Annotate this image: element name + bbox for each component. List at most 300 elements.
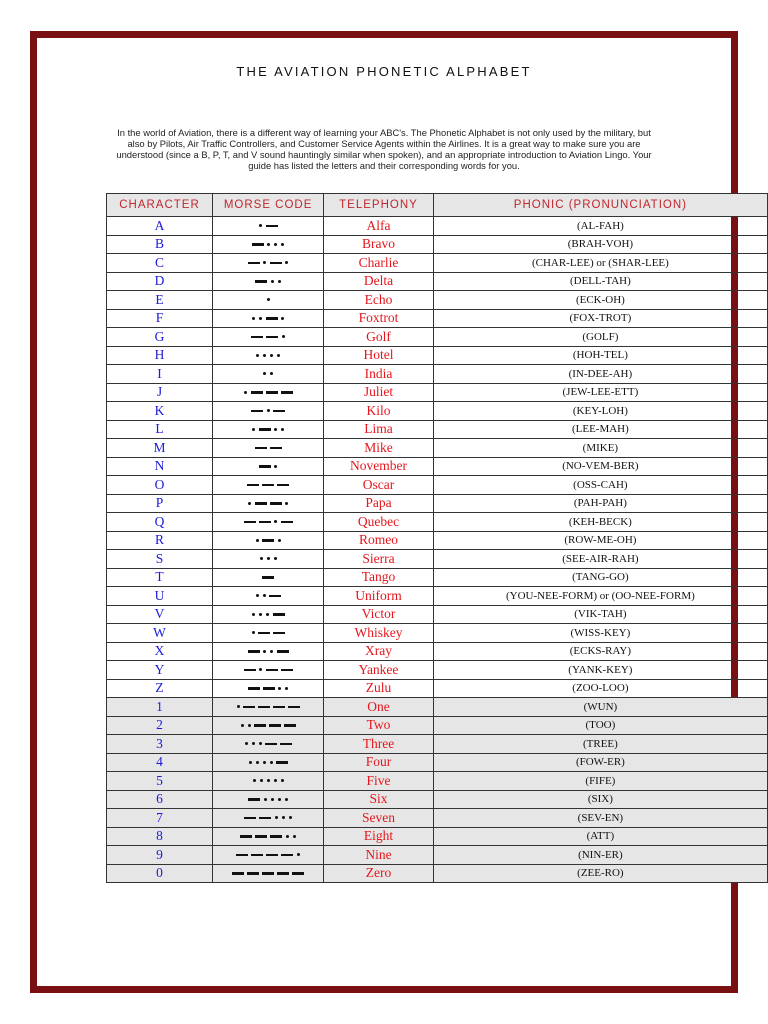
morse-code-cell [213,328,324,347]
morse-dash [281,521,293,524]
telephony-cell: Five [324,772,434,791]
phonic-cell: (YOU-NEE-FORM) or (OO-NEE-FORM) [433,587,767,606]
morse-dot [263,594,266,597]
morse-dash [262,576,274,579]
table-row [107,624,768,643]
morse-dash [255,280,267,283]
header-character: CHARACTER [107,194,213,217]
table-row [107,735,768,754]
telephony-cell: Delta [324,272,434,291]
morse-dash [277,872,289,875]
character-cell: 2 [107,716,213,735]
morse-dash [265,743,277,746]
morse-dash [273,613,285,616]
character-cell: I [107,365,213,384]
telephony-cell: Quebec [324,513,434,532]
table-row [107,476,768,495]
table-row [107,254,768,273]
morse-dot [252,428,255,431]
morse-dot [285,687,288,690]
morse-dash [269,595,281,598]
character-cell: W [107,624,213,643]
morse-dash [262,872,274,875]
telephony-cell: Romeo [324,531,434,550]
telephony-cell: Lima [324,420,434,439]
morse-dot [256,539,259,542]
table-row [107,383,768,402]
table-row [107,809,768,828]
morse-dot [248,724,251,727]
telephony-cell: Oscar [324,476,434,495]
morse-dot [274,520,277,523]
telephony-cell: Six [324,790,434,809]
telephony-cell: Foxtrot [324,309,434,328]
telephony-cell: Sierra [324,550,434,569]
morse-dash [247,484,259,487]
morse-code-cell [213,346,324,365]
morse-dot [241,724,244,727]
morse-code-cell [213,846,324,865]
telephony-cell: Zulu [324,679,434,698]
morse-dot [260,779,263,782]
character-cell: L [107,420,213,439]
character-cell: X [107,642,213,661]
morse-code-cell [213,772,324,791]
morse-dash [251,391,263,394]
morse-dash [243,706,255,709]
telephony-cell: Bravo [324,235,434,254]
morse-code-cell [213,642,324,661]
morse-dash [258,632,270,635]
morse-code-cell [213,309,324,328]
morse-dash [244,817,256,820]
morse-dash [252,243,264,246]
morse-dot [274,779,277,782]
morse-dash [288,706,300,709]
table-row [107,291,768,310]
morse-dot [252,317,255,320]
phonic-cell: (IN-DEE-AH) [433,365,767,384]
morse-dot [263,354,266,357]
table-row [107,346,768,365]
morse-code-cell [213,587,324,606]
morse-code-cell [213,420,324,439]
morse-dot [270,761,273,764]
morse-dot [285,502,288,505]
character-cell: A [107,217,213,236]
morse-code-cell [213,809,324,828]
telephony-cell: Eight [324,827,434,846]
table-row [107,550,768,569]
morse-dot [259,668,262,671]
morse-code-cell [213,383,324,402]
character-cell: N [107,457,213,476]
morse-dash [284,724,296,727]
phonic-cell: (MIKE) [433,439,767,458]
morse-dot [249,761,252,764]
character-cell: J [107,383,213,402]
morse-dot [267,409,270,412]
morse-dash [254,724,266,727]
telephony-cell: Echo [324,291,434,310]
character-cell: D [107,272,213,291]
morse-dot [244,391,247,394]
character-cell: R [107,531,213,550]
morse-dot [267,298,270,301]
header-phonic: PHONIC (PRONUNCIATION) [433,194,767,217]
morse-dot [282,816,285,819]
character-cell: 0 [107,864,213,883]
morse-code-cell [213,661,324,680]
morse-dash [273,410,285,413]
morse-dot [271,798,274,801]
telephony-cell: Xray [324,642,434,661]
morse-dash [240,835,252,838]
morse-dot [274,465,277,468]
character-cell: Z [107,679,213,698]
table-row [107,587,768,606]
telephony-cell: Yankee [324,661,434,680]
morse-code-cell [213,494,324,513]
morse-code-cell [213,698,324,717]
morse-dash [255,835,267,838]
table-row [107,494,768,513]
page-title: THE AVIATION PHONETIC ALPHABET [236,64,532,79]
character-cell: U [107,587,213,606]
telephony-cell: Charlie [324,254,434,273]
morse-dot [286,835,289,838]
telephony-cell: Whiskey [324,624,434,643]
morse-dash [292,872,304,875]
morse-dot [259,742,262,745]
telephony-cell: Two [324,716,434,735]
character-cell: P [107,494,213,513]
character-cell: 7 [107,809,213,828]
phonic-cell: (TANG-GO) [433,568,767,587]
morse-dash [280,743,292,746]
character-cell: O [107,476,213,495]
morse-code-cell [213,605,324,624]
telephony-cell: Alfa [324,217,434,236]
morse-dot [263,261,266,264]
character-cell: V [107,605,213,624]
morse-dot [263,761,266,764]
phonic-cell: (OSS-CAH) [433,476,767,495]
morse-dot [285,261,288,264]
table-row [107,328,768,347]
table-body [107,217,768,883]
phonic-cell: (BRAH-VOH) [433,235,767,254]
phonic-cell: (WUN) [433,698,767,717]
phonic-cell: (FOX-TROT) [433,309,767,328]
intro-paragraph: In the world of Aviation, there is a different way of learning your ABC's. The Phonetic Alphabet is not only used by the military, but also by Pilots, Air Traffic Controllers, and Customer Service Agents within the Airlines. It is a great way to make sure you are understood (since a B, P, T, and V sound hauntingly similar when spoken), and an appropriate introduction to Aviation Lingo. Your guide has listed the letters and their corresponding words for you. [116,127,652,171]
header-morse-code: MORSE CODE [213,194,324,217]
table-row [107,642,768,661]
table-row [107,605,768,624]
morse-dash [248,650,260,653]
morse-dash [281,854,293,857]
character-cell: K [107,402,213,421]
morse-code-cell [213,457,324,476]
telephony-cell: Victor [324,605,434,624]
phonic-cell: (SIX) [433,790,767,809]
table-row [107,568,768,587]
table-row [107,457,768,476]
morse-dash [244,521,256,524]
morse-dash [266,854,278,857]
morse-dot [285,798,288,801]
character-cell: H [107,346,213,365]
phonic-cell: (ROW-ME-OH) [433,531,767,550]
morse-code-cell [213,864,324,883]
telephony-cell: Zero [324,864,434,883]
morse-code-cell [213,790,324,809]
morse-dot [270,354,273,357]
morse-dot [297,853,300,856]
morse-dash [269,724,281,727]
morse-dot [281,428,284,431]
morse-dash [248,262,260,265]
phonic-cell: (ZOO-LOO) [433,679,767,698]
morse-dot [293,835,296,838]
telephony-cell: One [324,698,434,717]
morse-dot [259,613,262,616]
morse-dot [289,816,292,819]
table-row [107,235,768,254]
morse-dot [274,428,277,431]
phonic-cell: (FOW-ER) [433,753,767,772]
morse-dash [248,687,260,690]
morse-dash [262,539,274,542]
morse-dash [259,521,271,524]
morse-code-cell [213,217,324,236]
table-row [107,531,768,550]
phonic-cell: (KEY-LOH) [433,402,767,421]
character-cell: T [107,568,213,587]
telephony-cell: India [324,365,434,384]
table-row [107,217,768,236]
morse-dot [281,243,284,246]
morse-dash [251,854,263,857]
morse-dash [266,669,278,672]
phonic-cell: (DELL-TAH) [433,272,767,291]
morse-dash [273,706,285,709]
morse-dash [248,798,260,801]
morse-code-cell [213,402,324,421]
telephony-cell: Hotel [324,346,434,365]
morse-dot [263,372,266,375]
phonic-cell: (GOLF) [433,328,767,347]
character-cell: C [107,254,213,273]
morse-dash [255,502,267,505]
character-cell: B [107,235,213,254]
morse-dash [266,317,278,320]
morse-dash [266,391,278,394]
morse-dash [270,262,282,265]
table-row [107,790,768,809]
morse-code-cell [213,753,324,772]
character-cell: E [107,291,213,310]
phonetic-alphabet-table [106,193,768,883]
morse-dot [281,317,284,320]
phonic-cell: (VIK-TAH) [433,605,767,624]
phonic-cell: (ECKS-RAY) [433,642,767,661]
table-header-row [107,194,768,217]
morse-code-cell [213,550,324,569]
table-row [107,698,768,717]
table-row [107,846,768,865]
phonic-cell: (FIFE) [433,772,767,791]
morse-code-cell [213,476,324,495]
telephony-cell: Three [324,735,434,754]
telephony-cell: Kilo [324,402,434,421]
morse-code-cell [213,254,324,273]
morse-dot [270,372,273,375]
morse-dash [266,225,278,228]
morse-dash [251,336,263,339]
character-cell: 4 [107,753,213,772]
table-row [107,420,768,439]
morse-dot [256,594,259,597]
morse-dot [267,243,270,246]
morse-dash [255,447,267,450]
morse-dash [263,687,275,690]
morse-dot [278,280,281,283]
morse-dash [277,650,289,653]
morse-dot [253,779,256,782]
morse-dash [277,484,289,487]
phonic-cell: (TOO) [433,716,767,735]
telephony-cell: Four [324,753,434,772]
morse-code-cell [213,235,324,254]
morse-dot [270,650,273,653]
morse-code-cell [213,531,324,550]
table-row [107,272,768,291]
character-cell: 1 [107,698,213,717]
morse-dot [281,779,284,782]
table-row [107,753,768,772]
morse-dash [259,428,271,431]
morse-dash [251,410,263,413]
telephony-cell: Tango [324,568,434,587]
morse-code-cell [213,735,324,754]
morse-code-cell [213,439,324,458]
phonic-cell: (SEE-AIR-RAH) [433,550,767,569]
morse-dash [273,632,285,635]
character-cell: Q [107,513,213,532]
morse-dot [274,243,277,246]
morse-dash [270,502,282,505]
morse-dash [270,835,282,838]
morse-dash [266,336,278,339]
morse-dot [271,280,274,283]
morse-dot [263,650,266,653]
morse-dash [270,447,282,450]
morse-dot [252,742,255,745]
morse-dash [258,706,270,709]
morse-dot [248,502,251,505]
morse-dot [282,335,285,338]
character-cell: 3 [107,735,213,754]
telephony-cell: Mike [324,439,434,458]
morse-dot [274,557,277,560]
character-cell: F [107,309,213,328]
morse-dot [259,317,262,320]
morse-code-cell [213,513,324,532]
morse-dash [244,669,256,672]
phonic-cell: (NIN-ER) [433,846,767,865]
character-cell: 6 [107,790,213,809]
morse-dash [247,872,259,875]
phonic-cell: (PAH-PAH) [433,494,767,513]
morse-dash [276,761,288,764]
morse-dot [278,539,281,542]
morse-dot [275,816,278,819]
phonic-cell: (CHAR-LEE) or (SHAR-LEE) [433,254,767,273]
telephony-cell: Uniform [324,587,434,606]
phonic-cell: (YANK-KEY) [433,661,767,680]
morse-dot [259,224,262,227]
phonic-cell: (TREE) [433,735,767,754]
character-cell: S [107,550,213,569]
morse-dot [252,631,255,634]
telephony-cell: Nine [324,846,434,865]
phonic-cell: (AL-FAH) [433,217,767,236]
morse-code-cell [213,716,324,735]
table-row [107,827,768,846]
morse-dash [281,669,293,672]
morse-dot [252,613,255,616]
morse-dot [256,354,259,357]
morse-dash [259,465,271,468]
morse-code-cell [213,291,324,310]
morse-code-cell [213,679,324,698]
character-cell: 8 [107,827,213,846]
phonic-cell: (KEH-BECK) [433,513,767,532]
morse-dot [267,557,270,560]
morse-dot [278,687,281,690]
morse-code-cell [213,365,324,384]
table-row [107,661,768,680]
morse-dot [267,779,270,782]
morse-dot [256,761,259,764]
character-cell: Y [107,661,213,680]
telephony-cell: Papa [324,494,434,513]
morse-dot [245,742,248,745]
morse-dot [278,798,281,801]
morse-dot [264,798,267,801]
morse-dash [259,817,271,820]
phonic-cell: (ATT) [433,827,767,846]
character-cell: 9 [107,846,213,865]
table-row [107,513,768,532]
telephony-cell: Juliet [324,383,434,402]
character-cell: G [107,328,213,347]
phonic-cell: (JEW-LEE-ETT) [433,383,767,402]
phonic-cell: (SEV-EN) [433,809,767,828]
telephony-cell: Seven [324,809,434,828]
table-row [107,439,768,458]
telephony-cell: November [324,457,434,476]
phonic-cell: (ECK-OH) [433,291,767,310]
morse-dot [277,354,280,357]
morse-code-cell [213,827,324,846]
table-row [107,864,768,883]
character-cell: M [107,439,213,458]
table-row [107,772,768,791]
character-cell: 5 [107,772,213,791]
morse-dot [237,705,240,708]
